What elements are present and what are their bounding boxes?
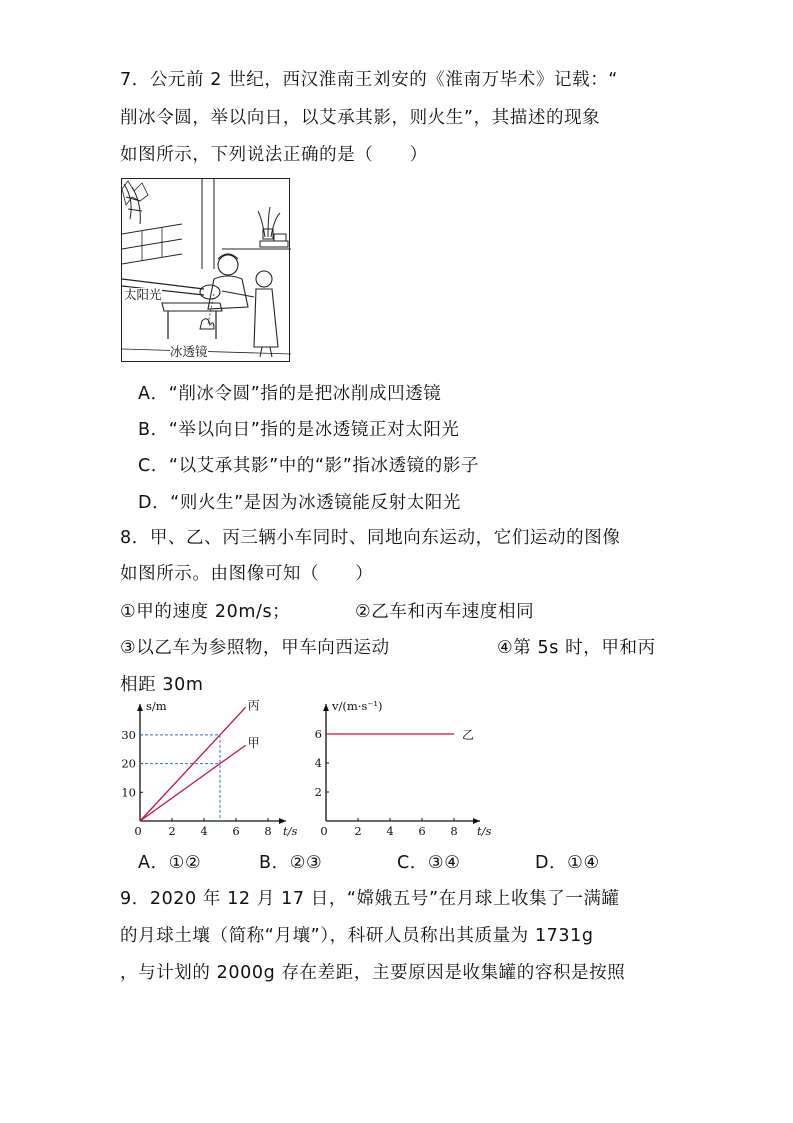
x-tick-label: 8 [450,824,458,838]
q9-stem-line-3: ，与计划的 2000g 存在差距，主要原因是收集罐的容积是按照 [120,963,626,983]
y-axis-arrow [137,704,143,711]
series-label-2: 甲 [247,736,260,751]
q7-option-b: B．“举以向日”指的是冰透镜正对太阳光 [138,420,460,440]
x-tick-label: 2 [354,824,362,838]
q7-illustration [121,178,290,362]
y-axis-arrow [323,704,329,711]
s-t-graph [110,698,298,842]
y-tick-label: 6 [314,727,322,741]
y-axis-label: v/(m·s⁻¹) [332,699,383,713]
q8-statement-1: ①甲的速度 20m/s； [120,602,291,622]
q7-option-d: D．“则火生”是因为冰透镜能反射太阳光 [138,493,462,513]
q8-statement-4: ④第 5s 时，甲和丙 [497,638,656,658]
y-tick-label: 20 [121,756,136,771]
q8-stem-line-2: 如图所示。由图像可知（ ） [120,564,374,584]
series-line-2 [140,745,246,821]
series-line-1 [140,707,246,821]
x-tick-label: 0 [320,824,328,838]
x-tick-label: 6 [418,824,426,838]
x-tick-label: 4 [386,824,394,838]
q8-option-b: B．②③ [259,853,323,873]
q7-stem-line-1: 7．公元前 2 世纪，西汉淮南王刘安的《淮南万毕术》记载：“ [120,70,618,90]
sunlight-label: 太阳光 [124,287,162,302]
x-tick-label: 4 [200,824,208,838]
q7-stem-line-3: 如图所示，下列说法正确的是（ ） [120,145,428,165]
y-tick-label: 4 [314,756,322,770]
q8-option-c: C．③④ [397,853,461,873]
q8-stem-line-1: 8．甲、乙、丙三辆小车同时、同地向东运动，它们运动的图像 [120,528,621,548]
ancient-scene-drawing [122,179,291,363]
y-tick-label: 30 [121,727,136,742]
q7-option-a: A．“削冰令圆”指的是把冰削成凹透镜 [138,384,442,404]
x-tick-label: 6 [232,824,240,838]
series-label-1: 丙 [247,698,260,713]
x-axis-label: t/s [477,824,492,838]
q8-statement-3: ③以乙车为参照物，甲车向西运动 [120,638,390,658]
q8-option-d: D．①④ [535,853,600,873]
x-tick-label: 8 [264,824,272,838]
y-tick-label: 2 [314,785,322,799]
x-tick-label: 0 [134,824,142,838]
x-axis-label: t/s [283,824,298,838]
y-axis-label: s/m [146,699,167,713]
x-tick-label: 2 [168,824,176,838]
q9-stem-line-1: 9．2020 年 12 月 17 日，“嫦娥五号”在月球上收集了一满罐 [120,889,620,909]
q8-statement-4-cont: 相距 30m [120,675,204,695]
y-tick-label: 10 [121,785,136,800]
q8-statement-2: ②乙车和丙车速度相同 [355,602,535,622]
q7-option-c: C．“以艾承其影”中的“影”指冰透镜的影子 [138,456,480,476]
v-t-graph [298,699,492,842]
q8-option-a: A．①② [138,853,202,873]
ice-lens-label: 冰透镜 [170,344,208,359]
q9-stem-line-2: 的月球土壤（简称“月壤”），科研人员称出其质量为 1731g [120,926,594,946]
q7-stem-line-2: 削冰令圆，举以向日，以艾承其影，则火生”，其描述的现象 [120,108,601,128]
series-label-1: 乙 [462,728,475,742]
